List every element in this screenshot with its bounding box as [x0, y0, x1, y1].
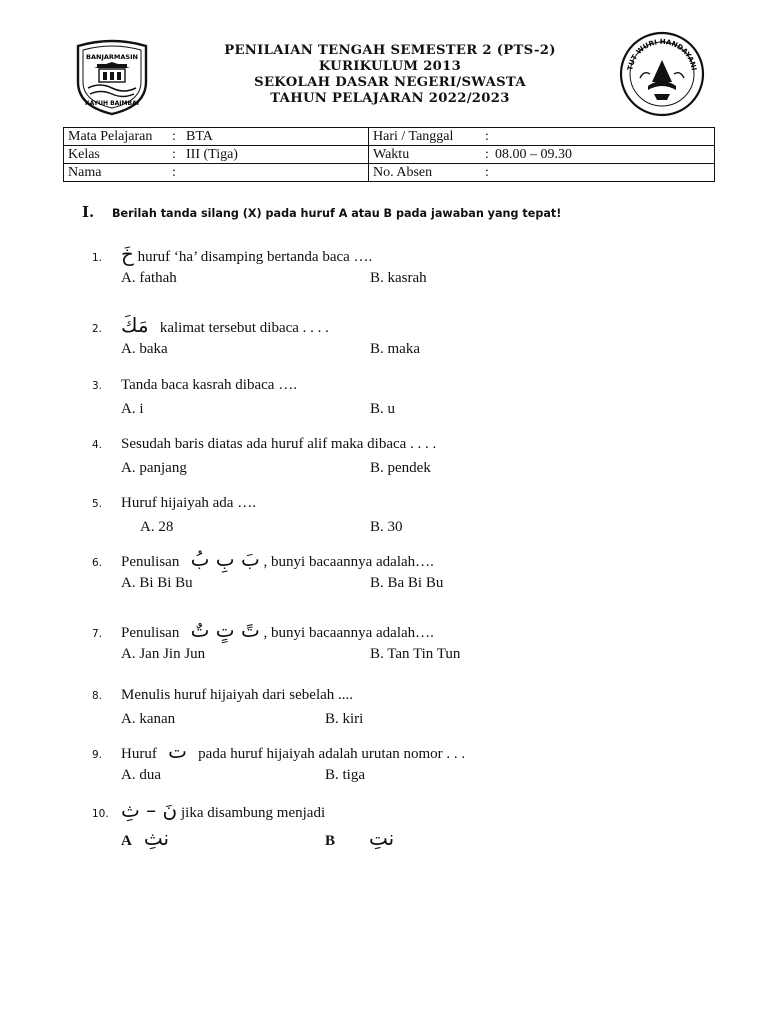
question-number: 4. [92, 439, 103, 451]
answer-option-a-arabic: نثِ [143, 826, 170, 850]
answer-option-b[interactable]: B. tiga [325, 767, 365, 783]
answer-option-a[interactable]: A. dua [121, 767, 161, 783]
info-label: Kelas [68, 147, 100, 162]
exam-title-line: PENILAIAN TENGAH SEMESTER 2 (PTS-2) [224, 43, 556, 58]
student-info-table [63, 127, 715, 182]
answer-option-b[interactable]: B. pendek [370, 460, 431, 476]
question-item [92, 682, 692, 730]
question-arabic: مَكَ [121, 313, 149, 337]
info-label: No. Absen [373, 165, 433, 180]
question-item [92, 738, 692, 786]
answer-option-a[interactable] [121, 823, 169, 856]
info-value: 08.00 – 09.30 [495, 147, 572, 162]
question-text-before: Penulisan [121, 554, 180, 570]
question-item [92, 312, 692, 360]
info-row [64, 146, 715, 164]
question-text-before: Huruf [121, 746, 157, 762]
logo-right-text: TUT WURI HANDAYANI [626, 37, 698, 72]
question-number: 10. [92, 808, 109, 820]
exam-title-block [180, 43, 600, 107]
logo-left-text-bottom: KAYUH BAIMBAI [85, 100, 139, 107]
answer-option-b[interactable]: B. kasrah [370, 270, 427, 286]
question-text: jika disambung menjadi [180, 805, 326, 821]
info-label: Mata Pelajaran [68, 129, 153, 144]
info-cell [64, 164, 369, 182]
question-number: 3. [92, 380, 103, 392]
exam-title-line: TAHUN PELAJARAN 2022/2023 [270, 91, 510, 106]
question-text: Menulis huruf hijaiyah dari sebelah .... [121, 687, 354, 703]
question-text-before: Penulisan [121, 625, 180, 641]
question-arabic: ت [168, 739, 187, 763]
answer-option-a[interactable]: A. kanan [121, 711, 176, 727]
question-text: huruf ‘ha’ disamping bertanda baca …. [137, 249, 373, 265]
question-item [92, 372, 692, 420]
answer-option-b-arabic: نتِ [369, 826, 395, 850]
question-item [92, 241, 692, 289]
info-row [64, 164, 715, 182]
answer-option-a[interactable]: A. fathah [121, 270, 177, 286]
question-item [92, 617, 692, 665]
question-arabic: نَ – ثِ [121, 798, 178, 822]
instruction-text: Berilah tanda silang (X) pada huruf A atau B pada jawaban yang tepat! [112, 207, 562, 220]
question-text: kalimat tersebut dibaca . . . . [159, 320, 329, 336]
tut-wuri-handayani-emblem-icon [618, 30, 706, 118]
info-cell [369, 146, 715, 164]
info-separator: : [172, 129, 176, 144]
question-text: Sesudah baris diatas ada huruf alif maka dibaca . . . . [121, 436, 437, 452]
answer-option-b[interactable]: B. Tan Tin Tun [370, 646, 461, 662]
question-arabic: خَ [121, 242, 134, 266]
info-value: III (Tiga) [186, 147, 238, 162]
question-number: 9. [92, 749, 103, 761]
exam-title-line: SEKOLAH DASAR NEGERI/SWASTA [254, 75, 526, 90]
question-number: 2. [92, 323, 103, 335]
question-text: , bunyi bacaannya adalah…. [263, 554, 434, 570]
info-value: BTA [186, 129, 213, 144]
answer-option-a[interactable]: A. panjang [121, 460, 187, 476]
answer-option-a[interactable]: A. 28 [140, 519, 174, 535]
question-item [92, 797, 692, 853]
question-text: pada huruf hijaiyah adalah urutan nomor . . . [198, 746, 466, 762]
answer-option-a-label: A [121, 833, 132, 849]
answer-option-b[interactable]: B. kiri [325, 711, 364, 727]
exam-title-line: KURIKULUM 2013 [318, 59, 462, 74]
answer-option-b[interactable]: B. maka [370, 341, 420, 357]
question-text: Tanda baca kasrah dibaca …. [121, 377, 297, 393]
question-number: 1. [92, 252, 103, 264]
info-label: Nama [68, 165, 102, 180]
info-row [64, 128, 715, 146]
info-separator: : [485, 129, 489, 144]
question-arabic: تً تٍ تٌ [190, 618, 260, 642]
answer-option-b[interactable]: B. Ba Bi Bu [370, 575, 444, 591]
question-text: Huruf hijaiyah ada …. [121, 495, 256, 511]
info-separator: : [172, 147, 176, 162]
question-arabic: بَ بِ بُ [190, 547, 260, 571]
answer-option-a[interactable]: A. i [121, 401, 144, 417]
info-cell [369, 128, 715, 146]
question-item [92, 431, 692, 479]
answer-option-a[interactable]: A. Bi Bi Bu [121, 575, 193, 591]
info-cell [64, 128, 369, 146]
section-numeral: I. [82, 203, 95, 221]
banjarmasin-emblem-icon [70, 38, 154, 116]
answer-option-b[interactable]: B. 30 [370, 519, 403, 535]
instruction [82, 202, 561, 221]
info-cell [64, 146, 369, 164]
answer-option-b[interactable]: B. u [370, 401, 396, 417]
answer-option-b-label: B [325, 833, 336, 849]
question-number: 6. [92, 557, 103, 569]
logo-left-text-top: BANJARMASIN [86, 53, 138, 61]
question-item [92, 546, 692, 594]
info-separator: : [172, 165, 176, 180]
question-text: , bunyi bacaannya adalah…. [263, 625, 434, 641]
info-separator: : [485, 165, 489, 180]
question-item [92, 490, 692, 538]
question-number: 7. [92, 628, 103, 640]
question-number: 8. [92, 690, 103, 702]
answer-option-a[interactable]: A. Jan Jin Jun [121, 646, 206, 662]
info-label: Hari / Tanggal [373, 129, 454, 144]
answer-option-b[interactable] [325, 823, 394, 856]
info-label: Waktu [373, 147, 410, 162]
info-separator: : [485, 147, 489, 162]
info-cell [369, 164, 715, 182]
answer-option-a[interactable]: A. baka [121, 341, 168, 357]
question-number: 5. [92, 498, 103, 510]
